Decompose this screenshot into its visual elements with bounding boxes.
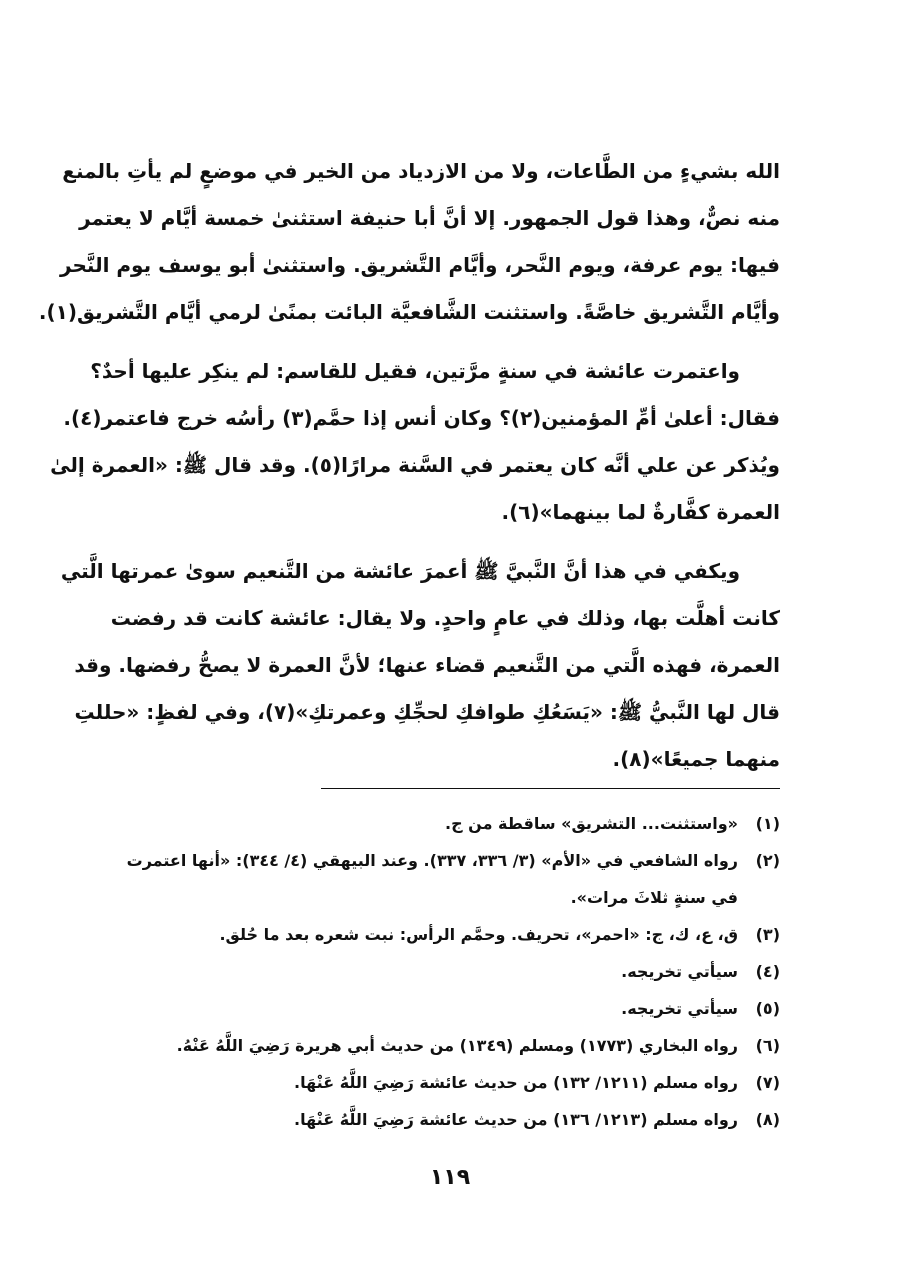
text-line: واعتمرت عائشة في سنةٍ مرَّتين، فقيل للقاسم: لم ينكِر عليها أحدٌ؟ — [90, 359, 740, 383]
footnote-item — [120, 990, 780, 1027]
text-line: فقال: أعلىٰ أمِّ المؤمنين(٢)؟ وكان أنس إذا حمَّم(٣) رأسُه خرج فاعتمر(٤). — [63, 406, 780, 430]
text-line: الله بشيءٍ من الطَّاعات، ولا من الازدياد من الخير في موضعٍ لم يأتِ بالمنع — [62, 159, 780, 183]
text-line: قال لها النَّبيُّ ﷺ: «يَسَعُكِ طوافكِ لحجِّكِ وعمرتكِ»(٧)، وفي لفظٍ: «حللتِ — [74, 700, 780, 724]
footnote-number: (٨) — [755, 1110, 780, 1129]
paragraph-3 — [60, 548, 780, 783]
footnote-text: رواه البخاري (١٧٧٣) ومسلم (١٣٤٩) من حديث أبي هريرة رَضِيَ اللَّهُ عَنْهُ. — [176, 1036, 738, 1055]
footnote-text: «واستثنت... التشريق» ساقطة من ج. — [445, 814, 738, 833]
footnote-number: (٧) — [755, 1073, 780, 1092]
footnote-item — [120, 953, 780, 990]
footnote-number: (٤) — [755, 962, 780, 981]
footnote-number: (٢) — [755, 851, 780, 870]
footnote-text: رواه الشافعي في «الأم» (٣/ ٣٣٦، ٣٣٧). وعند البيهقي (٤/ ٣٤٤): «أنها اعتمرت في سنةٍ ثلاثَ مرات». — [126, 851, 738, 907]
text-line: ويُذكر عن علي أنَّه كان يعتمر في السَّنة مرارًا(٥). وقد قال ﷺ: «العمرة إلىٰ — [50, 453, 780, 477]
footnote-number: (٣) — [755, 925, 780, 944]
footnote-text: ق، ع، ك، ج: «احمر»، تحريف. وحمَّم الرأس: نبت شعره بعد ما حُلق. — [219, 925, 738, 944]
text-line: كانت أهلَّت بها، وذلك في عامٍ واحدٍ. ولا يقال: عائشة كانت قد رفضت — [110, 606, 780, 630]
footnote-item — [120, 842, 780, 916]
footnote-text: سيأتي تخريجه. — [621, 999, 738, 1018]
text-line: منهما جميعًا»(٨). — [612, 747, 780, 771]
text-line: ويكفي في هذا أنَّ النَّبيَّ ﷺ أعمرَ عائشة من التَّنعيم سوىٰ عمرتها الَّتي — [60, 559, 740, 583]
footnote-number: (٥) — [755, 999, 780, 1018]
footnote-item — [120, 1101, 780, 1138]
text-line: العمرة، فهذه الَّتي من التَّنعيم قضاء عنها؛ لأنَّ العمرة لا يصحُّ رفضها. وقد — [74, 653, 780, 677]
footnote-item — [120, 805, 780, 842]
text-line: وأيَّام التَّشريق خاصَّةً. واستثنت الشَّافعيَّة البائت بمنًىٰ لرمي أيَّام التَّشريق(١). — [38, 300, 780, 324]
footnote-text: رواه مسلم (١٢١٣/ ١٣٦) من حديث عائشة رَضِيَ اللَّهُ عَنْهَا. — [294, 1110, 738, 1129]
footnotes — [120, 805, 780, 1138]
text-line: فيها: يوم عرفة، ويوم النَّحر، وأيَّام التَّشريق. واستثنىٰ أبو يوسف يوم النَّحر — [60, 253, 780, 277]
footnote-item — [120, 1027, 780, 1064]
page-number: ١١٩ — [429, 1165, 471, 1190]
main-text — [38, 148, 780, 783]
footnote-divider — [321, 788, 780, 789]
paragraph-2 — [50, 348, 780, 536]
text-line: منه نصٌّ، وهذا قول الجمهور. إلا أنَّ أبا حنيفة استثنىٰ خمسة أيَّام لا يعتمر — [79, 206, 780, 230]
footnote-text: سيأتي تخريجه. — [621, 962, 738, 981]
paragraph-1 — [38, 148, 780, 336]
footnote-item — [120, 916, 780, 953]
footnote-item — [120, 1064, 780, 1101]
text-line: العمرة كفَّارةٌ لما بينهما»(٦). — [501, 500, 780, 524]
footnote-text: رواه مسلم (١٢١١/ ١٣٢) من حديث عائشة رَضِيَ اللَّهُ عَنْهَا. — [294, 1073, 738, 1092]
footnote-number: (١) — [755, 814, 780, 833]
footnote-number: (٦) — [755, 1036, 780, 1055]
